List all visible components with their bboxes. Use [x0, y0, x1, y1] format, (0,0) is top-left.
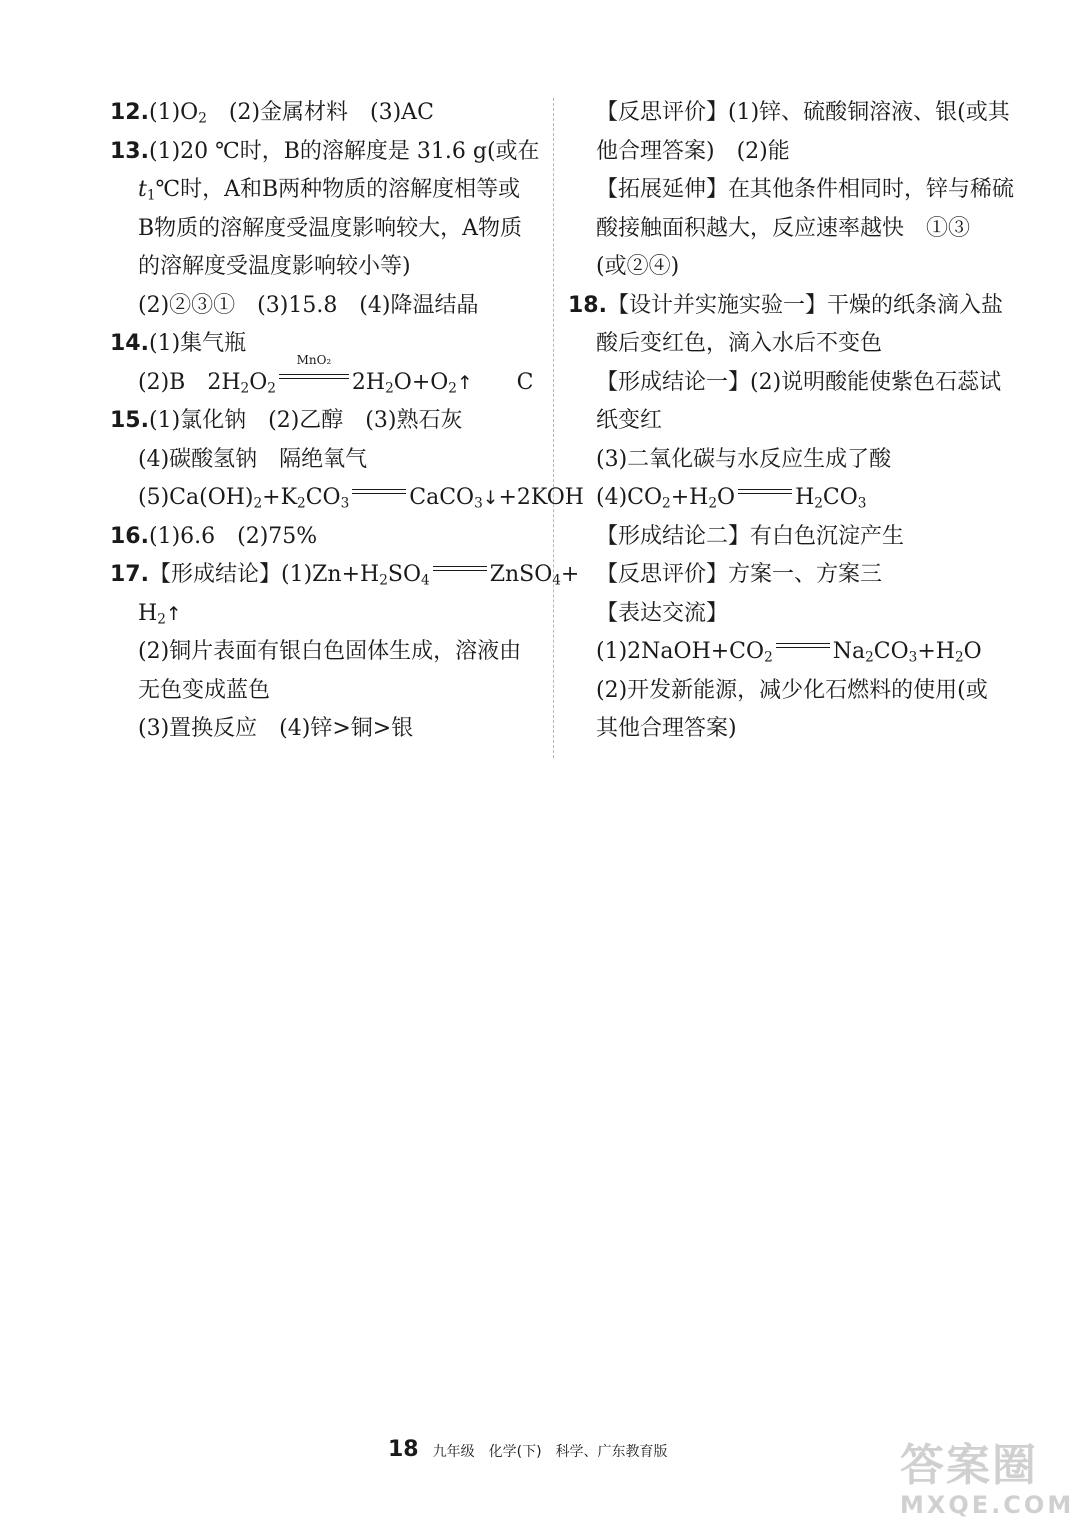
column-divider	[553, 98, 554, 758]
gas-arrow-icon: ↑	[456, 372, 473, 394]
watermark-logo: 答案圈 MXQE.COM	[900, 1442, 1075, 1519]
answer-13-line-1: 13.(1)20 ℃时，B的溶解度是 31.6 g(或在	[110, 138, 540, 164]
answer-17-line-10: (或②④)	[596, 254, 680, 279]
left-column	[110, 94, 584, 749]
answer-13-line-4: 的溶解度受温度影响较小等)	[138, 254, 411, 279]
reaction-equals-sign	[738, 482, 792, 504]
answer-18-line-6: $(4)CO_2+H_2O$ $H_2CO_3$	[568, 479, 1008, 518]
subject-label: 化学(下)	[488, 1444, 542, 1460]
answer-15-line-1: 15.(1)氯化钠 (2)乙醇 (3)熟石灰	[110, 408, 463, 433]
reaction-equals-sign	[776, 636, 830, 658]
answer-17-line-9: 酸接触面积越大，反应速率越快 ①③	[596, 215, 971, 241]
answer-17-line-8: 【拓展延伸】在其他条件相同时，锌与稀硫	[596, 177, 1015, 202]
answer-17-line-1: 17.【形成结论】$(1)Zn+H_2SO_4$ ZnSO$_4$+	[110, 556, 540, 595]
answer-18-line-12: 其他合理答案)	[596, 716, 737, 741]
answer-14-line-2: (2)B $2H_2O_2$ MnO₂ $2H_2O+O_2↑$ C	[138, 352, 534, 396]
answer-17-line-5: (3)置换反应 (4)锌>铜>银	[138, 716, 414, 741]
answer-17-line-6: 【反思评价】(1)锌、硫酸铜溶液、银(或其	[596, 100, 1010, 125]
answer-17-line-2: $H_2↑$	[138, 600, 182, 627]
page-number: 18	[388, 1437, 419, 1462]
answer-17-line-4: 无色变成蓝色	[138, 677, 271, 703]
answer-18-line-2: 酸后变红色，滴入水后不变色	[596, 331, 883, 356]
right-column	[568, 94, 1015, 749]
question-number: 16.	[110, 523, 149, 549]
question-number: 12.	[110, 100, 149, 125]
precipitate-arrow-icon: ↓	[482, 488, 499, 509]
answer-18-line-7: 【形成结论二】有白色沉淀产生	[596, 523, 905, 549]
answer-17-line-3: (2)铜片表面有银白色固体生成，溶液由	[138, 639, 522, 664]
answer-15-line-3: $(5)Ca(OH)_2+K_2CO_3$ CaCO$_3$↓+2KOH	[110, 479, 540, 518]
reaction-equals-sign	[352, 482, 406, 504]
answer-18-line-8: 【反思评价】方案一、方案三	[596, 562, 883, 587]
question-number: 13.	[110, 138, 149, 164]
grade-label: 九年级	[432, 1444, 475, 1460]
edition-label: 科学、广东教育版	[555, 1444, 668, 1460]
reaction-equals-sign	[433, 559, 487, 581]
question-number: 18.	[568, 292, 607, 318]
question-number: 14.	[110, 331, 149, 356]
catalyst-label: MnO₂	[296, 352, 332, 367]
page-footer	[388, 1437, 788, 1462]
answer-18-line-10: $(1)2NaOH+CO_2$ $Na_2CO_3+H_2O$	[568, 633, 1008, 672]
answer-16: 16.(1)6.6 (2)75%	[110, 523, 318, 549]
answer-18-line-9: 【表达交流】	[596, 600, 729, 626]
reaction-equals-sign	[279, 352, 349, 389]
answer-12: $12.(1)O_2$ (2)金属材料 (3)AC	[110, 100, 434, 127]
question-number: 15.	[110, 408, 149, 433]
answer-18-line-1: 18.【设计并实施实验一】干燥的纸条滴入盐	[568, 292, 1003, 318]
answer-18-line-5: (3)二氧化碳与水反应生成了酸	[596, 446, 892, 472]
answer-18-line-4: 纸变红	[596, 408, 663, 433]
answer-14-line-1: 14.(1)集气瓶	[110, 331, 247, 356]
answer-18-line-3: 【形成结论一】(2)说明酸能使紫色石蕊试	[596, 369, 1002, 395]
answer-17-line-7: 他合理答案) (2)能	[596, 138, 790, 164]
answer-18-line-11: (2)开发新能源，减少化石燃料的使用(或	[596, 677, 988, 703]
answer-13-line-5: (2)②③① (3)15.8 (4)降温结晶	[138, 292, 479, 318]
answer-15-line-2: (4)碳酸氢钠 隔绝氧气	[138, 446, 368, 472]
gas-arrow-icon: ↑	[165, 603, 182, 625]
answer-13-line-3: B物质的溶解度受温度影响较大，A物质	[138, 215, 523, 241]
question-number: 17.	[110, 562, 149, 587]
answer-13-line-2: $t_1℃$时，A和B两种物质的溶解度相等或	[138, 177, 521, 204]
